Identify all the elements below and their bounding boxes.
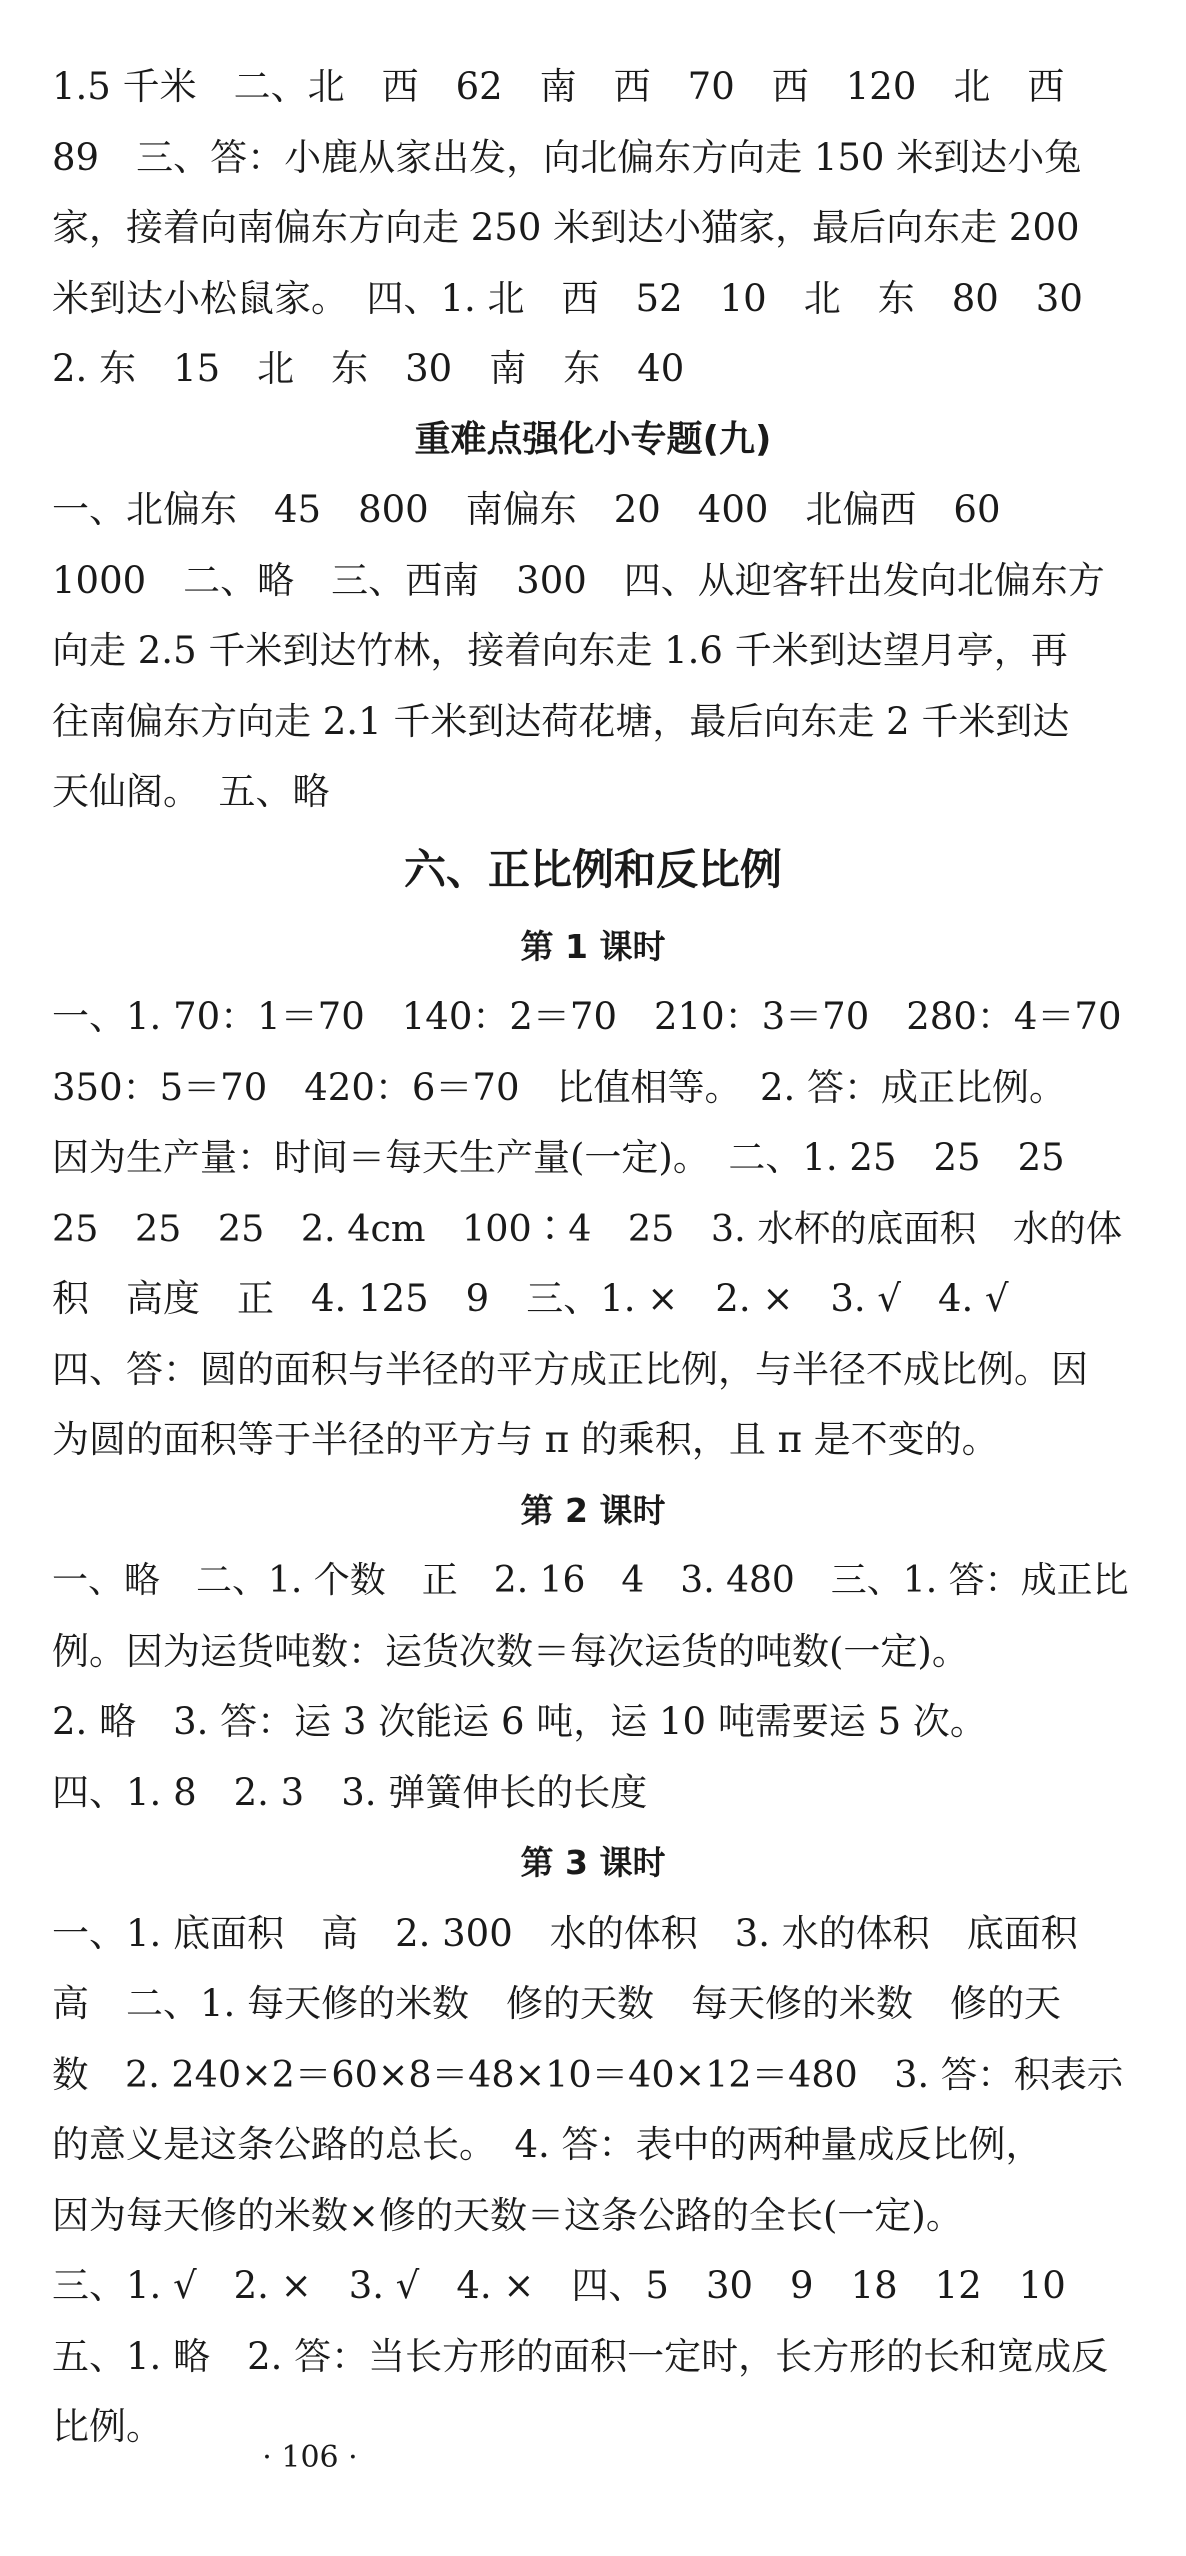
text-line: 一、略 二、1. 个数 正 2. 16 4 3. 480 三、1. 答：成正比 (52, 1560, 1129, 1601)
top-answers (52, 52, 1134, 405)
text-line: 为圆的面积等于半径的平方与 π 的乘积，且 π 是不变的。 (52, 1418, 999, 1461)
text-line: 四、1. 8 2. 3 3. 弹簧伸长的长度 (52, 1770, 648, 1814)
lesson-title: 第 1 课时 (520, 926, 666, 966)
text-line: 例。因为运货吨数：运货次数＝每次运货的吨数(一定)。 (52, 1629, 969, 1673)
text-line: 350：5＝70 420：6＝70 比值相等。 2. 答：成正比例。 (52, 1065, 1067, 1109)
lesson-title: 第 3 课时 (520, 1843, 666, 1882)
text-line: 1000 二、略 三、西南 300 四、从迎客轩出发向北偏东方 (52, 558, 1105, 602)
text-line: 一、1. 底面积 高 2. 300 水的体积 3. 水的体积 底面积 (52, 1911, 1078, 1955)
text-line: 高 二、1. 每天修的米数 修的天数 每天修的米数 修的天 (52, 1982, 1062, 2025)
text-line: 一、1. 70：1＝70 140：2＝70 210：3＝70 280：4＝70 (52, 995, 1122, 1038)
text-line: 往南偏东方向走 2.1 千米到达荷花塘，最后向东走 2 千米到达 (52, 699, 1070, 743)
answer-page (52, 52, 1134, 2463)
text-line: 的意义是这条公路的总长。 4. 答：表中的两种量成反比例， (52, 2123, 1043, 2166)
lesson-3 (52, 1828, 1134, 2463)
lesson-title: 第 2 课时 (520, 1490, 666, 1530)
text-line: 一、北偏东 45 800 南偏东 20 400 北偏西 60 (52, 488, 1001, 531)
text-line: 天仙阁。 五、略 (52, 770, 330, 813)
lesson-1 (52, 912, 1134, 1476)
chapter-title: 六、正比例和反比例 (403, 844, 782, 894)
text-line: 因为生产量：时间＝每天生产量(一定)。 二、1. 25 25 25 (52, 1136, 1065, 1179)
text-line: 因为每天修的米数×修的天数＝这条公路的全长(一定)。 (52, 2193, 963, 2237)
text-line: 2. 东 15 北 东 30 南 东 40 (52, 347, 685, 390)
text-line: 五、1. 略 2. 答：当长方形的面积一定时，长方形的长和宽成反 (52, 2334, 1109, 2378)
text-line: 三、1. √ 2. × 3. √ 4. × 四、5 30 9 18 12 10 (52, 2264, 1066, 2307)
text-line: 家，接着向南偏东方向走 250 米到达小猫家，最后向东走 200 (52, 206, 1080, 249)
text-line: 2. 略 3. 答：运 3 次能运 6 吨，运 10 吨需要运 5 次。 (52, 1700, 987, 1743)
text-line: 数 2. 240×2＝60×8＝48×10＝40×12＝480 3. 答：积表示 (52, 2052, 1124, 2096)
lesson-2 (52, 1476, 1134, 1829)
text-line: 1.5 千米 二、北 西 62 南 西 70 西 120 北 西 (52, 65, 1065, 108)
text-line: 比例。 (52, 2405, 163, 2448)
text-line: 向走 2.5 千米到达竹林，接着向东走 1.6 千米到达望月亭，再 (52, 629, 1068, 672)
text-line: 四、答：圆的面积与半径的平方成正比例，与半径不成比例。因 (52, 1347, 1088, 1391)
text-line: 米到达小松鼠家。 四、1. 北 西 52 10 北 东 80 30 (52, 276, 1083, 320)
text-line: 89 三、答：小鹿从家出发，向北偏东方向走 150 米到达小兔 (52, 135, 1082, 179)
text-line: 25 25 25 2. 4cm 100∶4 25 3. 水杯的底面积 水的体 (52, 1206, 1123, 1250)
text-line: 积 高度 正 4. 125 9 三、1. × 2. × 3. √ 4. √ (52, 1277, 1009, 1320)
section-title: 重难点强化小专题(九) (414, 418, 772, 460)
page-number: · 106 · (262, 2440, 358, 2475)
section-9 (52, 405, 1134, 828)
